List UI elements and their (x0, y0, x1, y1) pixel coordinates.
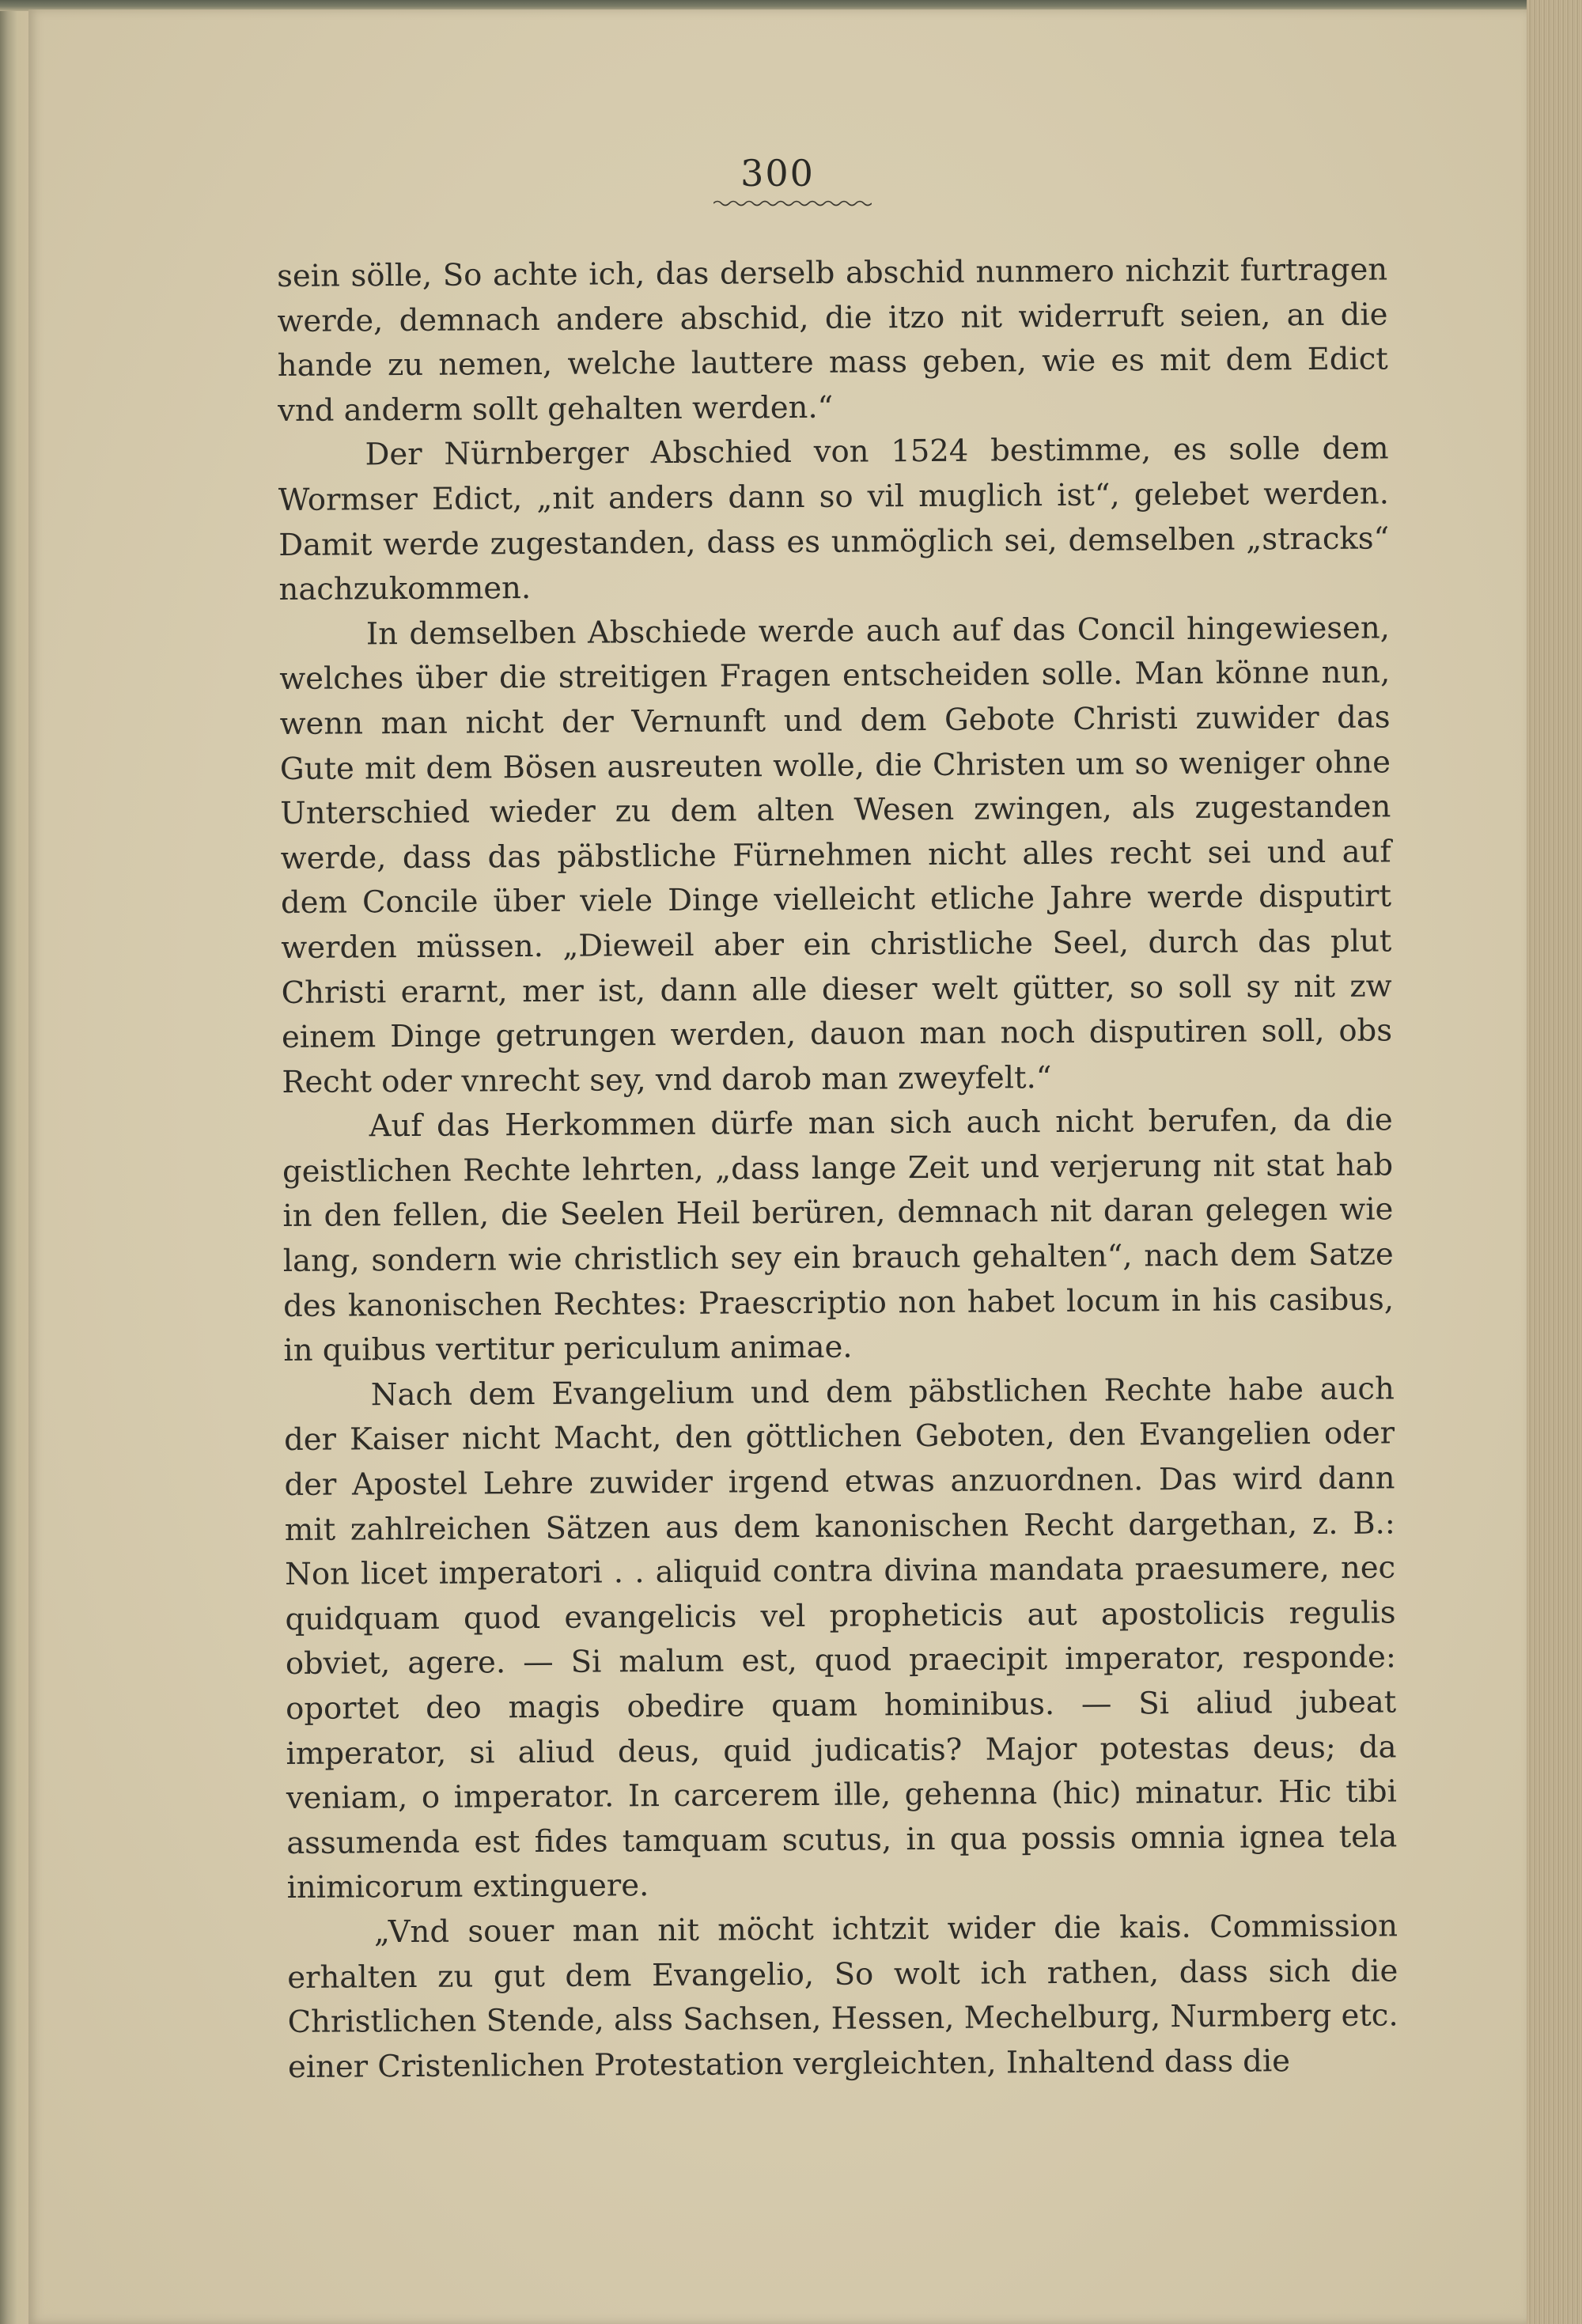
paragraph: Auf das Herkommen dürfe man sich auch nicht berufen, da die geistlichen Rechte lehrten, „dass lange Zeit und verjerung nit stat hab in den fellen, die Seelen Heil berüren, demnach nit daran gelegen wie lang, sondern wie christlich sey ein brauch gehalten“, nach dem Satze des kanonischen Rechtes: Praescriptio non habet locum in his casibus, in quibus vertitur periculum animae. (282, 1102, 1395, 1369)
paragraph: In demselben Abschiede werde auch auf das Concil hingewiesen, welches über die streitigen Fragen entscheiden solle. Man könne nun, wenn man nicht der Vernunft und dem Gebote Christi zuwider das Gute mit dem Bösen ausreuten wolle, die Christen um so weniger ohne Unterschied wieder zu dem alten Wesen zwingen, als zugestanden werde, dass das päbstliche Fürnehmen nicht alles recht sei und auf dem Concile über viele Dinge vielleicht etliche Jahre werde disputirt werden müssen. „Dieweil aber ein christliche Seel, durch das plut Christi erarnt, mer ist, dann alle dieser welt gütter, so soll sy nit zw einem Dinge getrungen werden, dauon man noch disputiren soll, obs Recht oder vnrecht sey, vnd darob man zweyfelt.“ (279, 610, 1393, 1100)
book-page (28, 9, 1527, 2324)
paragraph: „Vnd souer man nit möcht ichtzit wider die kais. Commission erhalten zu gut dem Evangelio, So wolt ich rathen, dass sich die Christlichen Stende, alss Sachsen, Hessen, Mechelburg, Nurmberg etc. einer Cristenlichen Protestation vergleichten, Inhaltend dass die (287, 1908, 1398, 2085)
paragraph: Der Nürnberger Abschied von 1524 bestimme, es solle dem Wormser Edict, „nit anders dann so vil muglich ist“, gelebet werden. Damit werde zugestanden, dass es unmöglich sei, demselben „stracks“ nachzukommen. (278, 430, 1390, 608)
body-text (277, 248, 1398, 2090)
ornament-rule (713, 198, 872, 209)
page-edges (1527, 0, 1582, 2324)
paragraph-continued: sein sölle, So achte ich, das derselb abschid nunmero nichzit furtragen werde, demnach andere abschid, die itzo nit widerruft seien, an die hande zu nemen, welche lauttere mass geben, wie es mit dem Edict vnd anderm sollt gehalten werden.“ (277, 252, 1388, 429)
paragraph: Nach dem Evangelium und dem päbstlichen Rechte habe auch der Kaiser nicht Macht, den göttlichen Geboten, den Evangelien oder der Apostel Lehre zuwider irgend etwas anzuordnen. Das wird dann mit zahlreichen Sätzen aus dem kanonischen Recht dargethan, z. B.: Non licet imperatori . . aliquid contra divina mandata praesumere, nec quidquam quod evangelicis vel propheticis aut apostolicis regulis obviet, agere. — Si malum est, quod praecipit imperator, responde: oportet deo magis obedire quam hominibus. — Si aliud jubeat imperator, si aliud deus, quid judicatis? Major potestas deus; da veniam, o imperator. In carcerem ille, gehenna (hic) minatur. Hic tibi assumenda est fides tamquam scutus, in qua possis omnia ignea tela inimicorum extinguere. (284, 1371, 1398, 1906)
page-number: 300 (740, 152, 815, 195)
